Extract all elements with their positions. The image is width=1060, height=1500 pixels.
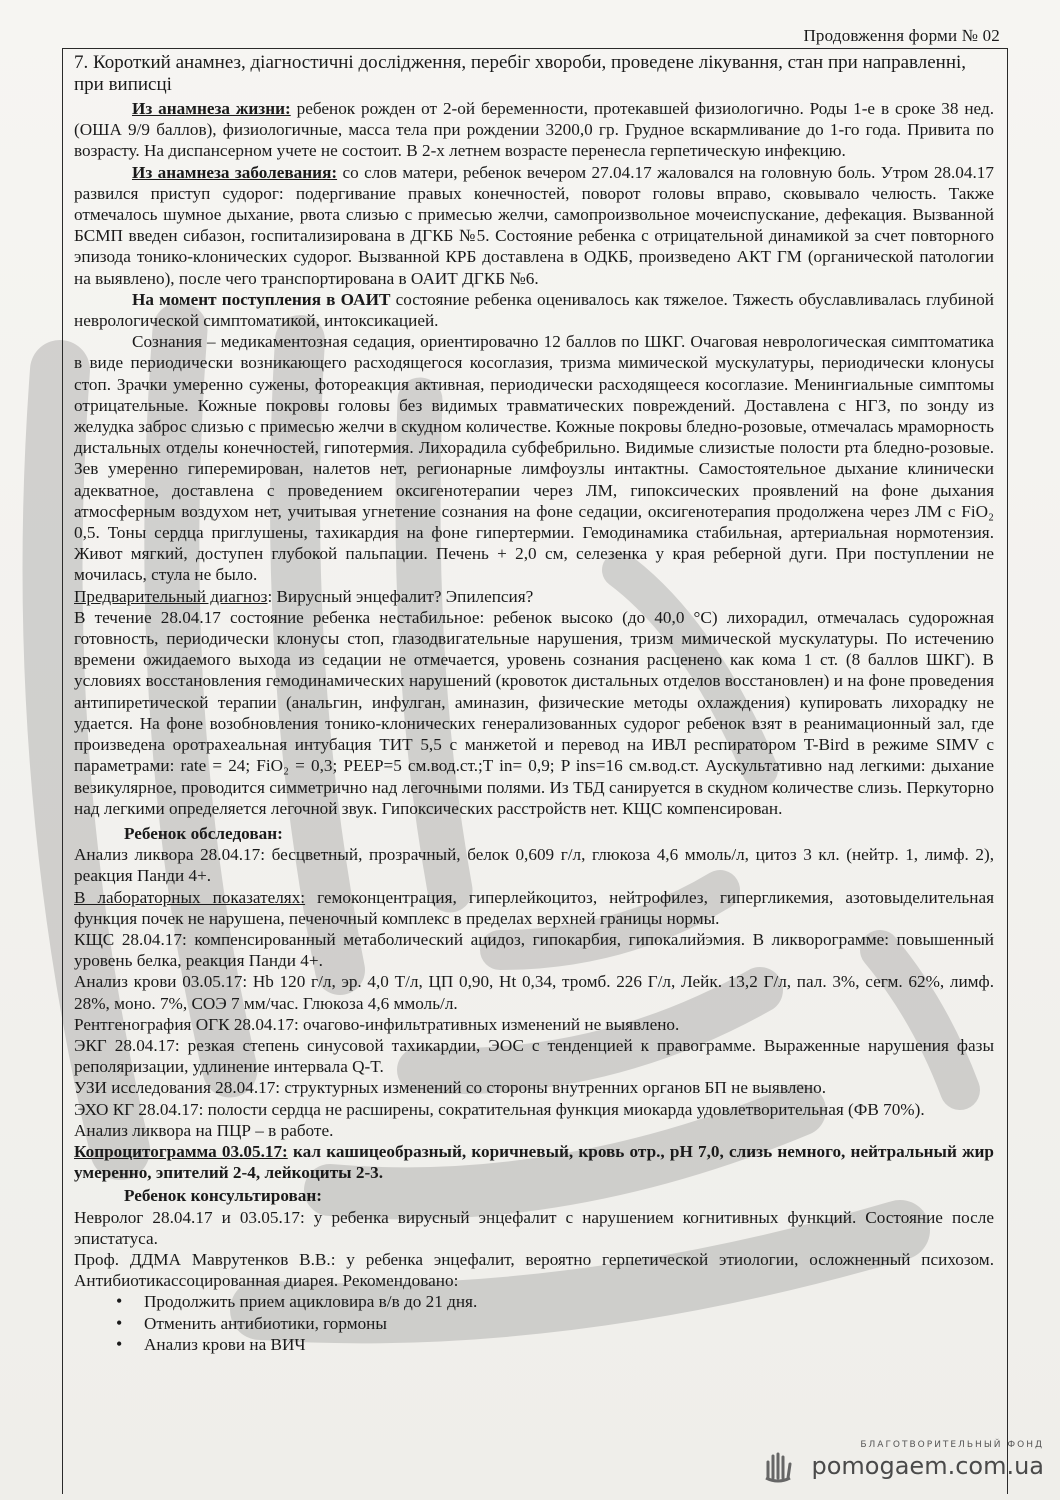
charity-logo bbox=[760, 1436, 1050, 1492]
consulted-heading: Ребенок консультирован: bbox=[124, 1186, 322, 1206]
charity-logo-domain: pomogaem.com.ua bbox=[811, 1452, 1044, 1480]
life-history-paragraph bbox=[74, 98, 994, 162]
recommendation-item: • Продолжить прием ацикловира в/в до 21 дня. bbox=[144, 1291, 994, 1312]
life-history-text: ребенок рожден от 2-ой беременности, протекавшей физиологично. Роды 1-е в сроке 38 нед. (ОША 9/9 баллов), физиологичные, масса тела при рождении 3200,0 гр. Грудное вскармливание до 1-го года. Привита по возрасту. На диспансерном учете не состоит. В 2-х летнем возрасте перенесла герпетическую инфекцию. bbox=[74, 99, 994, 161]
admission-paragraph bbox=[74, 289, 994, 331]
disease-history-text: со слов матери, ребенок вечером 27.04.17 жаловался на головную боль. Утром 28.04.17 развился приступ судорог: подергивание правых конечностей, поворот головы вправо, сковывало челюсть. Также отмечалось шумное дыхание, рвота слизью с примесью желчи, самопроизвольное мочеиспускание, дефекация. Вызванной БСМП введен сибазон, госпитализирована в ДГКБ №5. Состояние ребенка с отрицательной динамикой за счет повторного эпизода тонико-клонических судорог. Вызванной КРБ доставлена в ОДКБ, произведено АКТ ГМ (органической патологии на выявлено), после чего транспортирована в ОАИТ ДГКБ №6. bbox=[74, 162, 994, 288]
coprogram-paragraph bbox=[74, 1141, 994, 1183]
recommendation-item: • Отменить антибиотики, гормоны bbox=[144, 1313, 994, 1334]
prelim-diagnosis-text: : Вирусный энцефалит? Эпилепсия? bbox=[267, 586, 534, 606]
life-history-label: Из анамнеза жизни: bbox=[132, 99, 291, 118]
coprogram-label: Копроцитограмма 03.05.17: bbox=[74, 1141, 288, 1161]
charity-logo-caption: БЛАГОТВОРИТЕЛЬНЫЙ ФОНД bbox=[860, 1440, 1044, 1450]
pcr-test: Анализ ликвора на ПЦР – в работе. bbox=[74, 1120, 334, 1140]
blood-test: Анализ крови 03.05.17: Hb 120 г/л, эр. 4,0 Т/л, ЦП 0,90, Ht 0,34, тромб. 226 Г/л, Лейк. 13,2 Г/л, пал. 3%, сегм. 62%, лимф. 28%, моно. 7%, СОЭ 7 мм/час. Глюкоза 4,6 ммоль/л. bbox=[74, 972, 994, 1013]
form-number-header: Продовження форми № 02 bbox=[803, 26, 1000, 45]
echo-test: ЭХО КГ 28.04.17: полости сердца не расширены, сократительная функция миокарда удовлетворительная (ФВ 70%). bbox=[74, 1099, 925, 1119]
lab-results-label: В лабораторных показателях: bbox=[74, 887, 306, 907]
section-title: 7. Короткий анамнез, діагностичні дослідження, перебіг хвороби, проведене лікування, стан при направленні, при виписці bbox=[74, 52, 967, 95]
lab-results-text: гемоконцентрация, гиперлейкоцитоз, нейтрофилез, гипергликемия, азотовыделительная функция почек не нарушена, печеночный комплекс в пределах верхней границы нормы. bbox=[74, 887, 994, 928]
coprogram-text: кал кашицеобразный, коричневый, кровь отр., рН 7,0, слизь немного, нейтральный жир умеренно, эпителий 2-4, лейкоциты 2-3. bbox=[74, 1141, 994, 1183]
csf-test: Анализ ликвора 28.04.17: бесцветный, прозрачный, белок 0,609 г/л, глюкоза 4,6 ммоль/л, цитоз 3 кл. (нейтр. 1, лимф. 2), реакция Панди 4+. bbox=[74, 845, 994, 886]
ecg-test: ЭКГ 28.04.17: резкая степень синусовой тахикардии, ЭОС с тенденцией к правограмме. Выраженные нарушения фазы реполяризации, удлинение интервала Q-T. bbox=[74, 1035, 994, 1077]
xray-test: Рентгенография ОГК 28.04.17: очагово-инфильтративных изменений не выявлено. bbox=[74, 1014, 680, 1034]
recommendations-list bbox=[74, 1291, 994, 1355]
abg-test: КЩС 28.04.17: компенсированный метаболический ацидоз, гипокарбия, гипокалийэмия. В ликворограмме: повышенный уровень белка, реакция Панди 4+. bbox=[74, 929, 994, 971]
admission-text: состояние ребенка оценивалось как тяжелое. Тяжесть обуславливалась глубиной неврологической симптоматикой, интоксикацией. bbox=[74, 289, 994, 331]
lab-results-paragraph bbox=[74, 887, 994, 929]
consciousness-paragraph: Сознания – медикаментозная седация, ориентировачно 12 баллов по ШКГ. Очаговая неврологическая симптоматика в виде периодически возникающего расходящегося косоглазия, тризма мимической мускулатуры, периодически клонусы стоп. Зрачки умеренно сужены, фотореакция активная, периодически расходящееся косоглазие. Менингиальные симптомы отрицательные. Кожные покровы головы без видимых травматических повреждений. Доставлена с НГЗ, по зонду из желудка заброс слизью с примесью желчи в скудном количестве. Кожные покровы бледно-розовые, отмечалась мраморность дистальных отделы конечностей, гипотермия. Лихорадила субфебрильно. Видимые слизистые полости рта бледно-розовые. Зев умеренно гиперемирован, налетов нет, регионарные лимфоузлы интактны. Самостоятельное дыхание клинически адекватное, доставлена с проведением оксигенотерапии через ЛМ, гипоксических проявлений на фоне дыхания атмосферным воздухом нет, учитывая угнетение сознания на фоне седации, оксигенотерапия продолжена через ЛМ с FiO₂ 0,5. Тоны сердца приглушены, тахикардия на фоне гипертермии. Гемодинамика стабильная, артериальная нормотензия. Живот мягкий, доступен глубокой пальпации. Печень + 2,0 см, селезенка у края реберной дуги. При поступлении не мочилась, стула не было. bbox=[74, 332, 994, 585]
prelim-diagnosis-label: Предварительный диагноз bbox=[74, 586, 268, 606]
ultrasound-test: УЗИ исследования 28.04.17: структурных изменений со стороны внутренних органов БП не выявлено. bbox=[74, 1078, 827, 1098]
hand-icon bbox=[760, 1448, 796, 1484]
recommendation-item: • Анализ крови на ВИЧ bbox=[144, 1334, 994, 1355]
document-body bbox=[74, 52, 994, 1355]
disease-history-label: Из анамнеза заболевания: bbox=[132, 162, 338, 182]
admission-label: На момент поступления в ОАИТ bbox=[132, 289, 391, 309]
neurologist-consult: Невролог 28.04.17 и 03.05.17: у ребенка вирусный энцефалит с нарушением когнитивных функций. Состояние после эпистатуса. bbox=[74, 1207, 994, 1248]
disease-history-paragraph bbox=[74, 162, 994, 289]
professor-consult: Проф. ДДМА Маврутенков В.В.: у ребенка энцефалит, вероятно герпетической этиологии, осложненный психозом. Антибиотикассоцированная диарея. Рекомендовано: bbox=[74, 1249, 994, 1291]
prelim-diagnosis-paragraph bbox=[74, 586, 994, 607]
examined-heading: Ребенок обследован: bbox=[124, 823, 283, 843]
course-paragraph: В течение 28.04.17 состояние ребенка нестабильное: ребенок высоко (до 40,0 °C) лихорадил, отмечалась судорожная готовность, периодически клонусы стоп, глазодвигательные нарушения, тризм мимической мускулатуры. По истечению времени ожидаемого выхода из седации не отмечается, уровень сознания расценено как кома 1 ст. (8 баллов ШКГ). В условиях восстановления гемодинамических нарушений (кровоток дистальных отделов восстановлен) и на фоне проведения антипиретической терапии (анальгин, инфулган, аминазин, физические методы охлаждения) купировать лихорадку не удается. На фоне возобновления тонико-клонических генерализованных судорог ребенок взят в реанимационный зал, где произведена оротрахеальная интубация ТИТ 5,5 с манжетой и перевод на ИВЛ респиратором T-Bird в режиме SIMV с параметрами: rate = 24; FiO₂ = 0,3; PEEP=5 см.вод.ст.;T in= 0,9; P ins=16 см.вод.ст. Аускультативно над легкими: дыхание везикулярное, проводится симметрично над легочными полями. Из ТБД санируется в скудном количестве слизь. Перкуторно над легкими определяется легочной звук. Гипоксических расстройств нет. КЩС компенсирован. bbox=[74, 607, 994, 818]
